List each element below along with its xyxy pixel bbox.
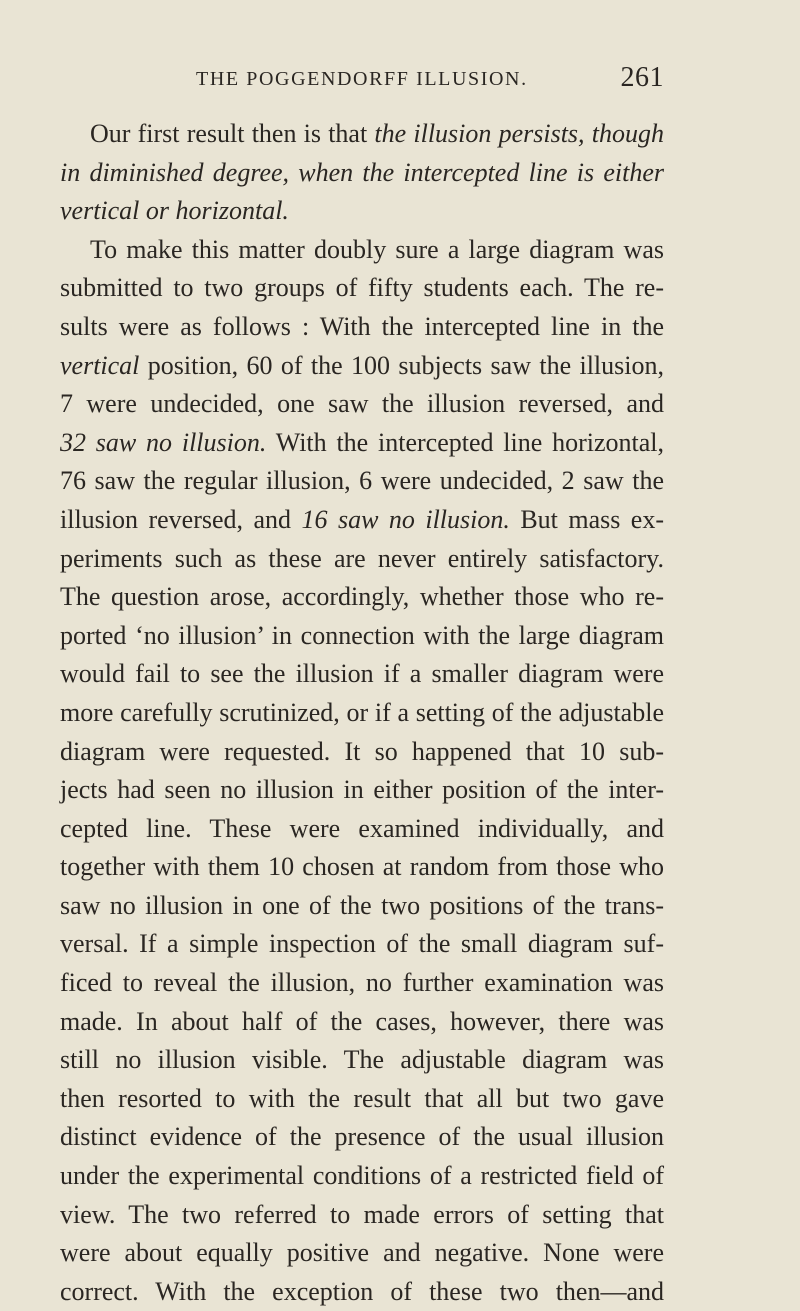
text-line: correct. With the exception of these two then—and xyxy=(60,1276,664,1306)
running-title: THE POGGENDORFF ILLUSION. xyxy=(196,68,528,90)
text-line: diagram were requested. It so happened that 10 sub- xyxy=(60,736,664,766)
text-line: would fail to see the illusion if a smaller diagram were xyxy=(60,659,664,689)
text-line: then resorted to with the result that all but two gave xyxy=(60,1083,664,1113)
text-line: cepted line. These were examined individually, and xyxy=(60,813,664,843)
text-line: periments such as these are never entirely satisfactory. xyxy=(60,543,664,573)
text-line: sults were as follows : With the intercepted line in the xyxy=(60,311,664,341)
text-line: jects had seen no illusion in either position of the inter- xyxy=(60,775,664,805)
text-line: distinct evidence of the presence of the usual illusion xyxy=(60,1122,664,1152)
italic-span: vertical or horizontal. xyxy=(60,196,289,226)
text-line: versal. If a simple inspection of the small diagram suf- xyxy=(60,929,664,959)
text-line: made. In about half of the cases, however, there was xyxy=(60,1006,664,1036)
text-line: view. The two referred to made errors of setting that xyxy=(60,1199,664,1229)
text-line xyxy=(60,501,664,540)
text-line xyxy=(60,347,664,386)
italic-span: 16 saw no illusion. xyxy=(301,504,510,534)
text-line: still no illusion visible. The adjustable diagram was xyxy=(60,1045,664,1075)
text-line: under the experimental conditions of a restricted field of xyxy=(60,1161,664,1191)
text-line: ported ‘no illusion’ in connection with the large diagram xyxy=(60,620,664,650)
text-span: Our first result then is that xyxy=(90,119,375,148)
text-span: But mass ex- xyxy=(509,504,665,534)
running-head xyxy=(196,58,664,98)
text-span: position, 60 of the 100 subjects saw the illusion, xyxy=(139,350,664,380)
text-line: The question arose, accordingly, whether those who re- xyxy=(60,582,664,612)
text-span: To make this matter doubly sure a large diagram was xyxy=(90,234,664,264)
text-line: ficed to reveal the illusion, no further examination was xyxy=(60,968,664,998)
page-number: 261 xyxy=(620,62,664,93)
text-span: illusion reversed, and xyxy=(60,504,302,534)
text-line xyxy=(60,115,664,154)
text-line: 7 were undecided, one saw the illusion reversed, and xyxy=(60,389,664,419)
text-line: 76 saw the regular illusion, 6 were undecided, 2 saw the xyxy=(60,466,664,496)
text-span: With the intercepted line horizontal, xyxy=(266,427,664,457)
text-line xyxy=(60,192,664,231)
italic-span: in diminished degree, when the intercepted line is either xyxy=(60,157,664,187)
text-line xyxy=(60,231,664,270)
text-line: saw no illusion in one of the two positions of the trans- xyxy=(60,890,664,920)
text-line xyxy=(60,424,664,463)
italic-span: vertical xyxy=(60,350,140,380)
text-line: submitted to two groups of fifty students each. The re- xyxy=(60,273,664,303)
body-text xyxy=(60,115,664,1311)
text-line xyxy=(60,154,664,193)
text-line: more carefully scrutinized, or if a setting of the adjustable xyxy=(60,697,664,727)
text-line: together with them 10 chosen at random from those who xyxy=(60,852,664,882)
italic-span: the illusion persists, though xyxy=(374,119,664,148)
text-line: were about equally positive and negative. None were xyxy=(60,1238,664,1268)
italic-span: 32 saw no illusion. xyxy=(60,427,267,457)
